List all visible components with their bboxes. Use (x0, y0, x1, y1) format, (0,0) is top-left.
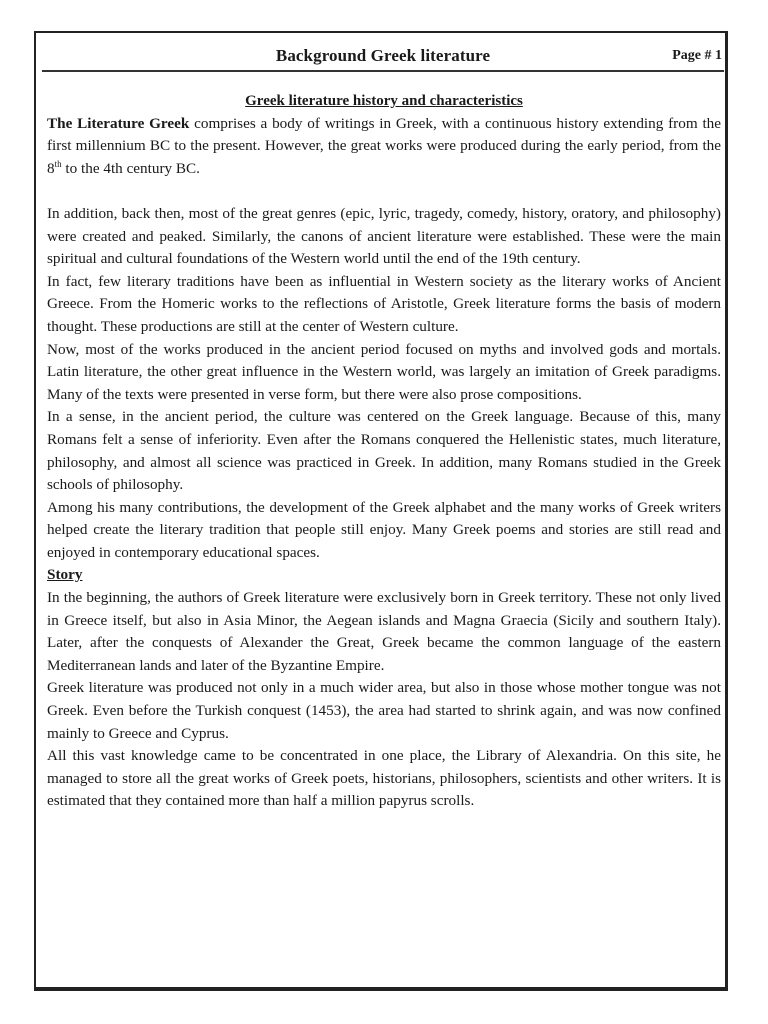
intro-text-end: to the 4th century BC. (61, 159, 200, 177)
paragraph: All this vast knowledge came to be concentrated in one place, the Library of Alexandria. On this site, he managed to store all the great works of Greek poets, historians, philosophers, scientists and other writers. It is estimated that they contained more than half a million papyrus scrolls. (47, 747, 721, 810)
paragraph: In addition, back then, most of the great genres (epic, lyric, tragedy, comedy, history, oratory, and philosophy) were created and peaked. Similarly, the canons of ancient literature were established. These were the main spiritual and cultural foundations of the Western world until the end of the 19th century. (47, 204, 721, 268)
intro-paragraph (47, 113, 721, 181)
paragraph: Now, most of the works produced in the ancient period focused on myths and involved gods and mortals. Latin literature, the other great influence in the Western world, was largely an imitation of Greek paradigms. Many of the texts were presented in verse form, but there were also prose compositions. (47, 340, 721, 403)
document-title: Background Greek literature (275, 46, 491, 65)
ordinal-superscript: th (54, 158, 62, 169)
paragraph: Greek literature was produced not only in a much wider area, but also in those whose mother tongue was not Greek. Even before the Turkish conquest (1453), the area had started to shrink again, and was now confined mainly to Greece and Cyprus. (47, 679, 721, 742)
document-body (47, 90, 721, 813)
paragraph: In a sense, in the ancient period, the culture was centered on the Greek language. Because of this, many Romans felt a sense of inferiority. Even after the Romans conquered the Hellenistic states, much literature, philosophy, and almost all science was practiced in Greek. In addition, many Romans studied in the Greek schools of philosophy. (47, 408, 721, 494)
paragraph: In the beginning, the authors of Greek literature were exclusively born in Greek territory. These not only lived in Greece itself, but also in Asia Minor, the Aegean islands and Magna Graecia (Sicily and southern Italy). Later, after the conquests of Alexander the Great, Greek became the common language of the eastern Mediterranean lands and later of the Byzantine Empire. (47, 589, 721, 674)
page-header (42, 42, 724, 72)
paragraph-spacer (47, 180, 721, 203)
story-heading: Story (47, 566, 83, 584)
paragraph: In fact, few literary traditions have been as influential in Western society as the literary works of Ancient Greece. From the Homeric works to the reflections of Aristotle, Greek literature forms the basis of modern thought. These productions are still at the center of Western culture. (47, 272, 721, 335)
paragraph: Among his many contributions, the development of the Greek alphabet and the many works of Greek writers helped create the literary tradition that people still enjoy. Many Greek poems and stories are still read and enjoyed in contemporary educational spaces. (47, 498, 721, 561)
intro-lead: The Literature Greek (47, 114, 190, 132)
page-number: Page # 1 (672, 48, 722, 63)
intro-text: comprises a body of writings in Greek, with a continuous history extending from the first millennium BC to the present. However, the great works were produced during the early period, from the 8 (47, 114, 721, 177)
section-heading: Greek literature history and characteristics (245, 93, 523, 109)
